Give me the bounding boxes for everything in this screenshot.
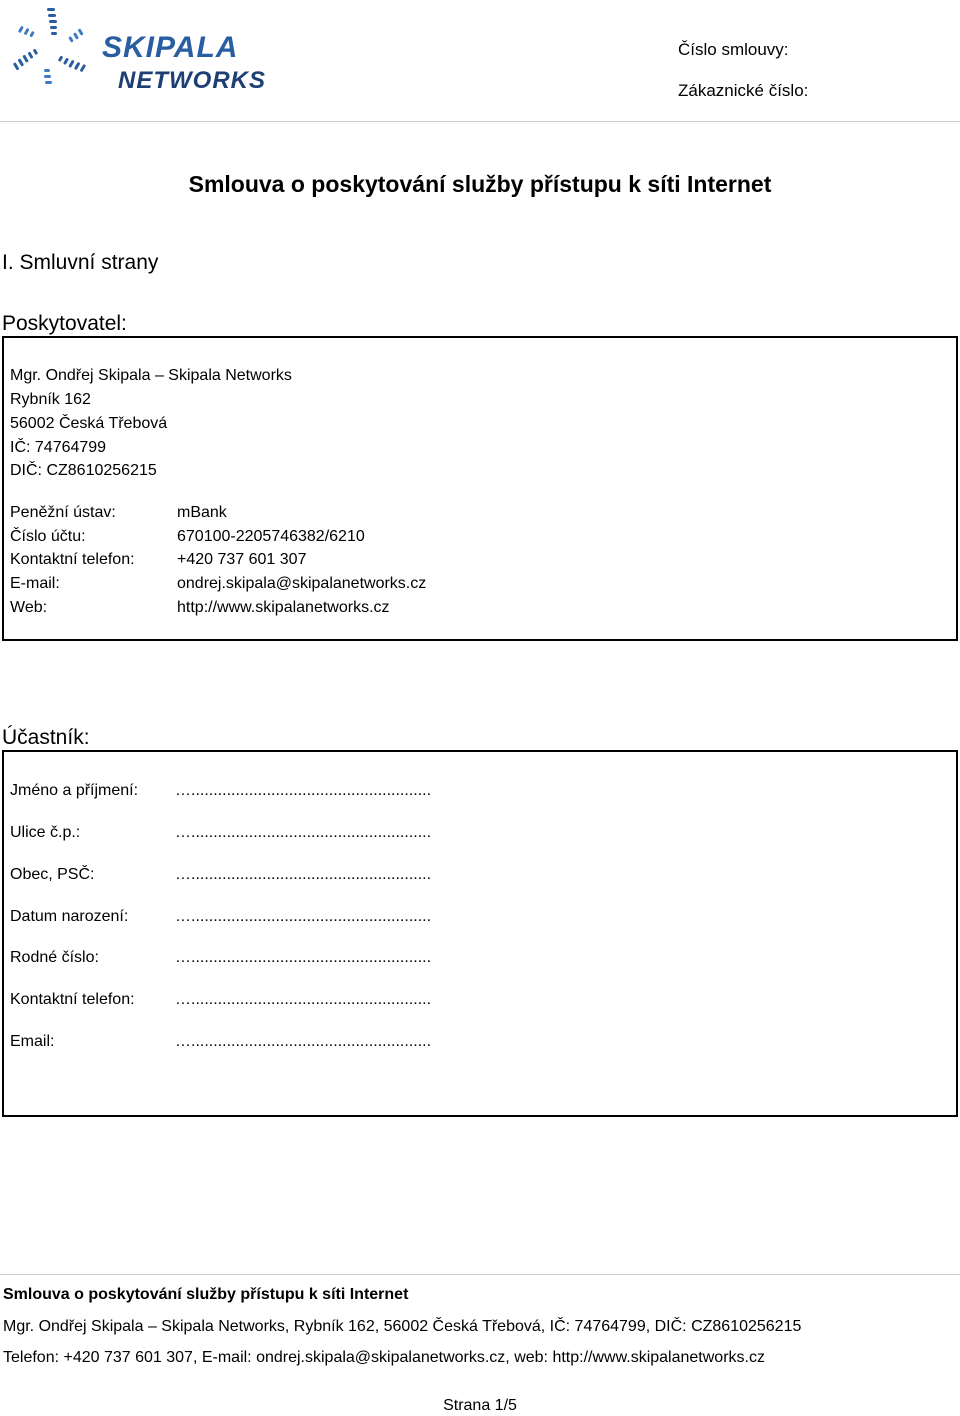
skipala-networks-logo — [6, 2, 266, 100]
subscriber-field-blank: …...................................................... — [175, 824, 432, 841]
document-title: Smlouva o poskytování služby přístupu k síti Internet — [188, 171, 772, 197]
subscriber-field-label: Ulice č.p.: — [10, 824, 81, 841]
header-divider — [0, 121, 960, 122]
subscriber-field-blank: …...................................................... — [175, 991, 432, 1008]
bank-value: mBank — [177, 504, 227, 521]
phone-value: +420 737 601 307 — [177, 551, 307, 568]
subscriber-field-label: Kontaktní telefon: — [10, 991, 135, 1008]
bank-label: Peněžní ústav: — [10, 504, 116, 521]
email-value: ondrej.skipala@skipalanetworks.cz — [177, 575, 427, 592]
footer-address: Mgr. Ondřej Skipala – Skipala Networks, Rybník 162, 56002 Česká Třebová, IČ: 74764799, DIČ: CZ8610256215 — [3, 1318, 802, 1335]
web-label: Web: — [10, 599, 48, 616]
subscriber-field-blank: …...................................................... — [175, 1033, 432, 1050]
footer-divider — [0, 1274, 960, 1275]
subscriber-field-blank: …...................................................... — [175, 782, 432, 799]
logo-text-skipala: SKIPALA — [102, 31, 239, 64]
subscriber-field-label: Obec, PSČ: — [10, 866, 95, 883]
page-number: Strana 1/5 — [443, 1397, 517, 1414]
logo-text-networks: NETWORKS — [118, 67, 266, 94]
provider-dic: DIČ: CZ8610256215 — [10, 462, 157, 479]
subscriber-field-blank: …...................................................... — [175, 949, 432, 966]
account-label: Číslo účtu: — [10, 528, 86, 545]
subscriber-field-label: Datum narození: — [10, 908, 129, 925]
web-value: http://www.skipalanetworks.cz — [177, 599, 390, 616]
phone-label: Kontaktní telefon: — [10, 551, 135, 568]
subscriber-field-blank: …...................................................... — [175, 866, 432, 883]
provider-name: Mgr. Ondřej Skipala – Skipala Networks — [10, 367, 292, 384]
provider-heading: Poskytovatel: — [2, 312, 127, 335]
subscriber-field-label: Rodné číslo: — [10, 949, 99, 966]
provider-street: Rybník 162 — [10, 391, 91, 408]
footer-title: Smlouva o poskytování služby přístupu k síti Internet — [3, 1286, 409, 1303]
footer-contact: Telefon: +420 737 601 307, E-mail: ondrej.skipala@skipalanetworks.cz, web: http://www.skipalanetworks.cz — [3, 1349, 765, 1366]
section-heading: I. Smluvní strany — [2, 251, 159, 274]
provider-ico: IČ: 74764799 — [10, 439, 107, 456]
subscriber-field-blank: …...................................................... — [175, 908, 432, 925]
subscriber-field-label: Jméno a příjmení: — [10, 782, 139, 799]
customer-number-label: Zákaznické číslo: — [678, 81, 809, 100]
subscriber-field-label: Email: — [10, 1033, 55, 1050]
contract-number-label: Číslo smlouvy: — [678, 40, 789, 59]
provider-box — [2, 336, 958, 641]
subscriber-heading: Účastník: — [2, 726, 90, 749]
subscriber-box — [2, 750, 958, 1117]
logo-mark-icon — [12, 8, 86, 84]
account-value: 670100-2205746382/6210 — [177, 528, 365, 545]
provider-city: 56002 Česká Třebová — [10, 415, 168, 432]
email-label: E-mail: — [10, 575, 60, 592]
